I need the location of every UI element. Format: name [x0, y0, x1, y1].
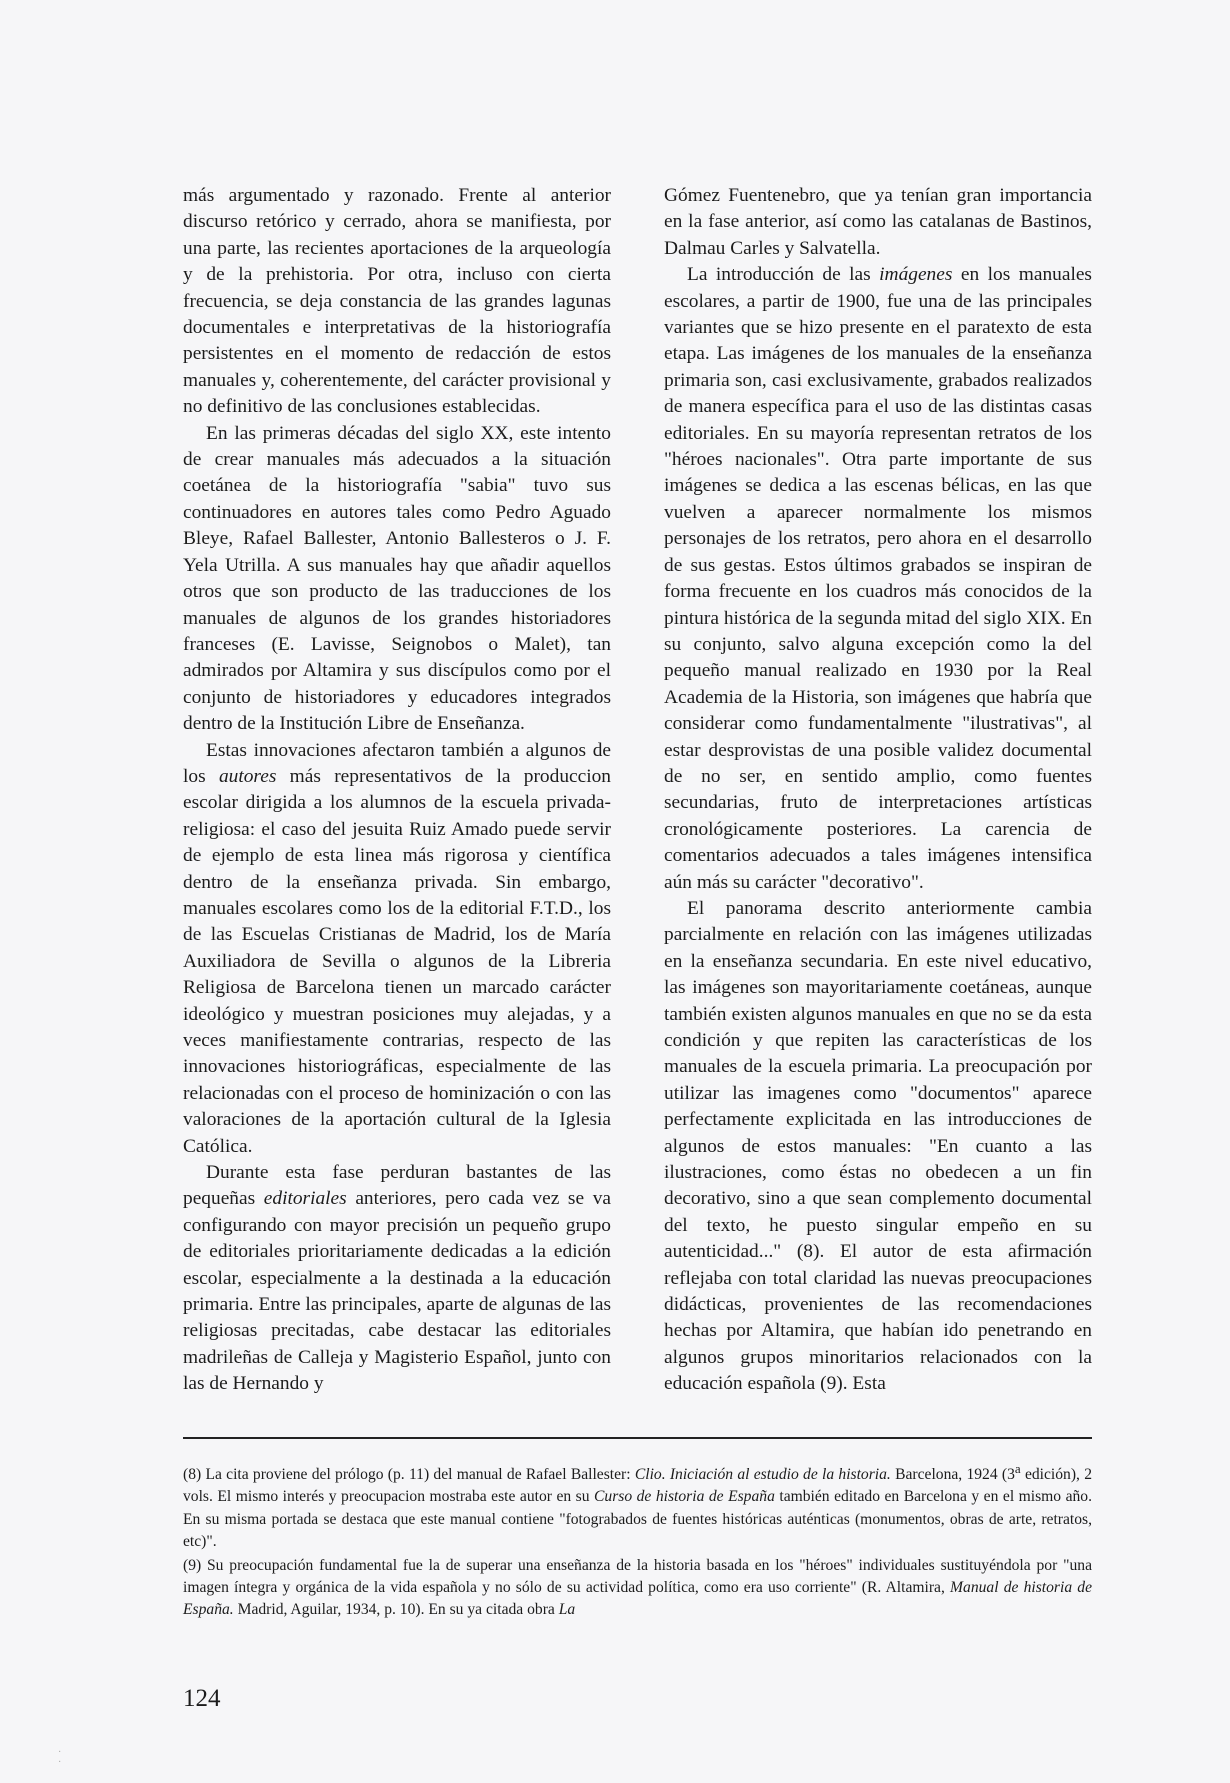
text-span: también editado en Barcelona y en el mismo año. En su misma portada se destaca que este manual contiene "fotograbados de fuentes históricas auténticas (monumentos, obras de arte, retratos, etc)". [183, 1488, 1093, 1550]
scan-edge-mark: · · [58, 1747, 62, 1768]
text-span: en los manuales escolares, a partir de 1900, fue una de las principales variantes que se hizo presente en el paratexto de esta etapa. Las imágenes de los manuales de la enseñanza primaria son, casi exclusivamente, grabados realizados de manera específica para el uso de las distintas casas editoriales. En su mayoría representan retratos de los "héroes nacionales". Otra parte importante de sus imágenes se dedica a las escenas bélicas, en las que vuelven a aparecer normalmente los mismos personajes de los retratos, pero ahora en el desarrollo de sus gestas. Estos últimos grabados se inspiran de forma frecuente en los cuadros más conocidos de la pintura histórica de la segunda mitad del siglo XIX. En su conjunto, salvo alguna excepción como la del pequeño manual realizado en 1930 por la Real Academia de la Historia, son imágenes que habría que considerar como fundamentalmente "ilustrativas", al estar desprovistas de una posible validez documental de no ser, en sentido amplio, como fuentes secundarias, fruto de interpretaciones artísticas cronológicamente posteriores. La carencia de comentarios adecuados a tales imágenes intensifica aún más su carácter "decorativo". [664, 264, 1092, 893]
text-span: Madrid, Aguilar, 1934, p. 10). En su ya citada obra [233, 1601, 559, 1619]
book-title: Manual de historia de España. [183, 1579, 1093, 1619]
left-paragraph-3 [183, 738, 611, 1161]
text-span: Estas innovaciones afectaron también a algunos de los [183, 739, 611, 787]
footnote-9 [183, 1555, 1092, 1622]
book-title: Clio. Iniciación al estudio de la historia. [634, 1466, 891, 1484]
book-title: La [558, 1601, 576, 1619]
left-paragraph-4 [183, 1160, 611, 1398]
left-column [183, 183, 611, 1398]
emphasis-autores: autores [218, 765, 277, 787]
emphasis-editoriales: editoriales [263, 1188, 347, 1210]
right-paragraph-3: El panorama descrito anteriormente cambia parcialmente en relación con las imágenes utilizadas en la enseñanza secundaria. En este nivel educativo, las imágenes son mayoritariamente coetáneas, aunque también existen algunos manuales en que no se da esta condición y que repiten las características de los manuales de la escuela primaria. La preocupación por utilizar las imagenes como "documentos" aparece perfectamente explicitada en las introducciones de algunos de estos manuales: "En cuanto a las ilustraciones, como éstas no obedecen a un fin decorativo, sino a que sean complemento documental del texto, he puesto singular empeño en su autenticidad..." (8). El autor de esta afirmación reflejaba con total claridad las nuevas preocupaciones didácticas, provenientes de las recomendaciones hechas por Altamira, que habían ido penetrando en algunos grupos minoritarios relacionados con la educación española (9). Esta [664, 897, 1092, 1395]
right-column [664, 183, 1092, 1398]
text-span: más representativos de la produccion escolar dirigida a los alumnos de la escuela privada-religiosa: el caso del jesuita Ruiz Amado puede servir de ejemplo de esta linea más rigorosa y científica dentro de la enseñanza privada. Sin embargo, manuales escolares como los de la editorial F.T.D., los de las Escuelas Cristianas de Madrid, los de María Auxiliadora de Sevilla o algunos de la Libreria Religiosa de Barcelona tienen un marcado carácter ideológico y muestran posiciones muy alejadas, y a veces manifiestamente contrarias, respecto de las innovaciones historiográficas, especialmente de las relacionadas con el proceso de hominización o con las valoraciones de la aportación cultural de la Iglesia Católica. [183, 765, 612, 1157]
text-span: Barcelona, 1924 (3 [890, 1466, 1015, 1484]
footnotes [183, 1458, 1092, 1624]
page-number: 124 [183, 1685, 221, 1712]
footnote-8 [183, 1458, 1092, 1553]
left-paragraph-2: En las primeras décadas del siglo XX, este intento de crear manuales más adecuados a la situación coetánea de la historiografía "sabia" tuvo sus continuadores en autores tales como Pedro Aguado Bleye, Rafael Ballester, Antonio Ballesteros o J. F. Yela Utrilla. A sus manuales hay que añadir aquellos otros que son producto de las traducciones de los manuales de algunos de los grandes historiadores franceses (E. Lavisse, Seignobos o Malet), tan admirados por Altamira y sus discípulos como por el conjunto de historiadores y educadores integrados dentro de la Institución Libre de Enseñanza. [183, 422, 611, 735]
text-span: Durante esta fase perduran bastantes de las pequeñas [183, 1162, 611, 1210]
superscript: a [1014, 1461, 1021, 1476]
emphasis-imagenes: imágenes [879, 264, 953, 286]
text-span: (8) La cita proviene del prólogo (p. 11) del manual de Rafael Ballester: [183, 1466, 635, 1484]
left-paragraph-1: más argumentado y razonado. Frente al anterior discurso retórico y cerrado, ahora se manifiesta, por una parte, las recientes aportaciones de la arqueología y de la prehistoria. Por otra, incluso con cierta frecuencia, se deja constancia de las grandes lagunas documentales e interpretativas de la historiografía persistentes en el momento de redacción de estos manuales y, coherentemente, del carácter provisional y no definitivo de las conclusiones establecidas. [183, 185, 611, 418]
footnote-separator [183, 1437, 1092, 1439]
text-span: La introducción de las [687, 264, 880, 286]
book-title: Curso de historia de España [594, 1488, 775, 1506]
right-paragraph-2 [664, 262, 1092, 896]
text-span: edición), 2 vols. El mismo interés y preocupacion mostraba este autor en su [183, 1466, 1092, 1506]
right-paragraph-1: Gómez Fuentenebro, que ya tenían gran importancia en la fase anterior, así como las catalanas de Bastinos, Dalmau Carles y Salvatella. [664, 185, 1092, 259]
text-span: (9) Su preocupación fundamental fue la de superar una enseñanza de la historia basada en los "héroes" individuales sustituyéndola por "una imagen íntegra y orgánica de la vida española y no sólo de su actividad política, como era uso corriente" (R. Altamira, [183, 1557, 1092, 1597]
text-span: anteriores, pero cada vez se va configurando con mayor precisión un pequeño grupo de editoriales prioritariamente dedicadas a la edición escolar, especialmente a la destinada a la educación primaria. Entre las principales, aparte de algunas de las religiosas precitadas, cabe destacar las editoriales madrileñas de Calleja y Magisterio Español, junto con las de Hernando y [183, 1188, 611, 1395]
